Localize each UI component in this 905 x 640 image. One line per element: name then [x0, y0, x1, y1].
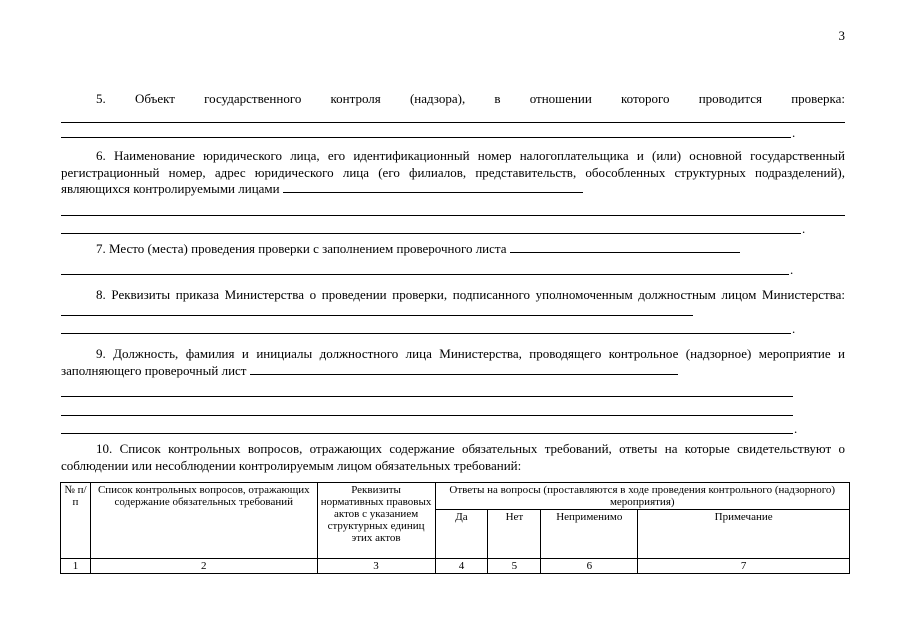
fill-line	[61, 415, 793, 416]
table-cell: 5	[488, 559, 541, 574]
fill-line	[61, 137, 791, 138]
table-cell: 6	[541, 559, 638, 574]
fill-line	[61, 314, 693, 316]
section-6-label: 6. Наименование юридического лица, его идентификационный номер налогоплательщика и (или) основной государственный регистрационный номер, адрес юридического лица (его филиалов, представительств, обособленных структурных подразделений), являющихся контролируемыми лицами	[61, 148, 845, 196]
end-period: .	[790, 262, 794, 277]
section-9-label: 9. Должность, фамилия и инициалы должностного лица Министерства, проводящего контрольное (надзорное) мероприятие и заполняющего проверочный лист	[61, 346, 845, 378]
header-answers: Ответы на вопросы (проставляются в ходе проведения контрольного (надзорного) мероприятия)	[435, 483, 850, 510]
fill-line	[510, 251, 740, 253]
table-cell: 4	[435, 559, 488, 574]
table-cell: 1	[61, 559, 91, 574]
fill-line	[61, 274, 789, 275]
section-8-text	[61, 287, 845, 320]
header-questions: Список контрольных вопросов, отражающих содержание обязательных требований	[90, 483, 317, 559]
end-period: .	[792, 321, 796, 336]
end-period: .	[802, 221, 806, 236]
header-yes: Да	[435, 510, 488, 559]
section-6-text	[61, 148, 845, 198]
fill-line	[61, 122, 845, 123]
section-9-text	[61, 346, 845, 379]
fill-line	[61, 233, 801, 234]
header-no: Нет	[488, 510, 541, 559]
section-5-text	[61, 91, 845, 108]
fill-line	[61, 396, 793, 397]
section-8-label: 8. Реквизиты приказа Министерства о проведении проверки, подписанного уполномоченным должностным лицом Министерства:	[96, 287, 845, 302]
section-7-text	[61, 241, 845, 258]
table-header-row	[61, 483, 850, 510]
section-10-text	[61, 441, 845, 474]
header-num: № п/п	[61, 483, 91, 559]
fill-line	[283, 191, 583, 193]
table-row	[61, 559, 850, 574]
checklist-table	[60, 482, 850, 574]
section-5-label: 5. Объект государственного контроля (надзора), в отношении которого проводится проверка:	[96, 91, 845, 106]
end-period: .	[792, 125, 796, 140]
table-cell: 7	[638, 559, 850, 574]
header-note: Примечание	[638, 510, 850, 559]
page-number: 3	[838, 28, 845, 43]
fill-line	[250, 373, 678, 375]
header-requisites: Реквизиты нормативных правовых актов с указанием структурных единиц этих актов	[317, 483, 435, 559]
fill-line	[61, 215, 845, 216]
fill-line	[61, 433, 793, 434]
section-7-label: 7. Место (места) проведения проверки с заполнением проверочного листа	[96, 241, 507, 256]
table-cell: 3	[317, 559, 435, 574]
fill-line	[61, 333, 791, 334]
table-cell: 2	[90, 559, 317, 574]
end-period: .	[794, 421, 798, 436]
section-10-label: 10. Список контрольных вопросов, отражающих содержание обязательных требований, ответы на которые свидетельствуют о соблюдении или несоблюдении контролируемым лицом обязательных требований:	[61, 441, 845, 473]
header-na: Неприменимо	[541, 510, 638, 559]
